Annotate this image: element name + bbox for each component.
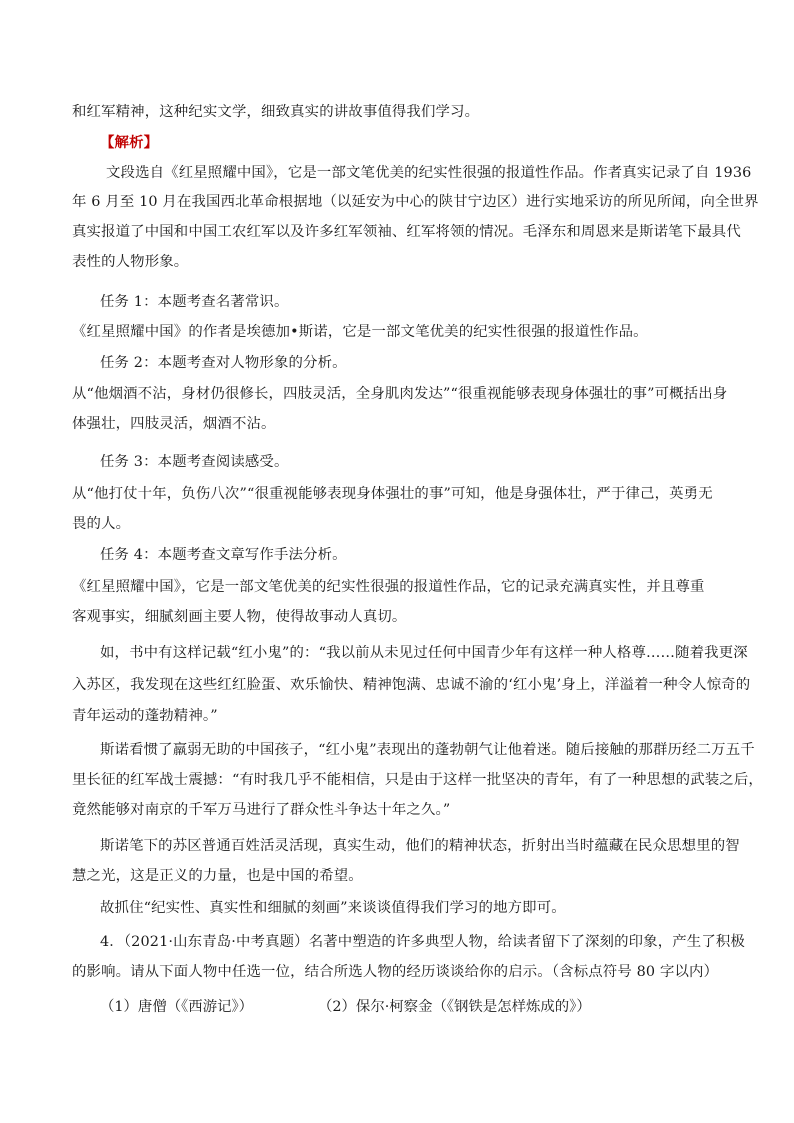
text-line: 和红军精神，这种纪实文学，细致真实的讲故事值得我们学习。 — [72, 104, 480, 120]
text-line: 《红星照耀中国》，它是一部文笔优美的纪实性很强的报道性作品，它的记录充满真实性，并且尊重 — [72, 579, 705, 595]
text-line: 斯诺笔下的苏区普通百姓活灵活现，真实生动，他们的精神状态，折射出当时蕴藏在民众思想里的智 — [100, 838, 740, 854]
text-line: 如，书中有这样记载“红小鬼”的：“我以前从未见过任何中国青少年有这样一种人格尊……随着我更深 — [100, 645, 748, 661]
text-line: 青年运动的蓬勃精神。” — [72, 708, 218, 724]
text-line: 文段选自《红星照耀中国》，它是一部文笔优美的纪实性很强的报道性作品。作者真实记录了自 1936 — [106, 165, 752, 181]
question-4-text: 4．（2021·山东青岛·中考真题）名著中塑造的许多典型人物，给读者留下了深刻的印象，产生了积极 — [100, 934, 745, 950]
text-line: 《红星照耀中国》的作者是埃德加•斯诺，它是一部文笔优美的纪实性很强的报道性作品。 — [72, 324, 648, 340]
task3-heading: 任务 3：本题考查阅读感受。 — [100, 454, 289, 470]
task1-heading: 任务 1：本题考查名著常识。 — [100, 294, 289, 310]
option-1: （1）唐僧（《西游记》） — [100, 999, 254, 1015]
analysis-label: 【解析】 — [100, 134, 159, 151]
text-line: 表性的人物形象。 — [72, 254, 189, 270]
question-4-text: 的影响。请从下面人物中任选一位，结合所选人物的经历谈谈给你的启示。（含标点符号 80 字以内） — [72, 964, 719, 980]
text-line: 从“他烟酒不沾，身材仍很修长，四肢灵活，全身肌肉发达”“很重视能够表现身体强壮的事”可概括出身 — [72, 386, 728, 402]
text-line: 从“他打仗十年，负伤八次”“很重视能够表现身体强壮的事”可知，他是身强体壮，严于律己，英勇无 — [72, 486, 713, 502]
text-line: 里长征的红军战士震撼：“有时我几乎不能相信，只是由于这样一批坚决的青年，有了一种思想的武装之后， — [72, 772, 763, 788]
text-line: 客观事实，细腻刻画主要人物，使得故事动人真切。 — [72, 609, 407, 625]
text-line: 斯诺看惯了羸弱无助的中国孩子，“红小鬼”表现出的蓬勃朝气让他着迷。随后接触的那群历经二万五千 — [100, 742, 755, 758]
text-line: 畏的人。 — [72, 516, 131, 532]
text-line: 慧之光，这是正义的力量，也是中国的希望。 — [72, 868, 363, 884]
text-line: 入苏区，我发现在这些红红脸蛋、欢乐愉快、精神饱满、忠诚不渝的‘红小鬼’身上，洋溢着一种令人惊奇的 — [72, 677, 751, 693]
text-line: 竟然能够对南京的千军万马进行了群众性斗争达十年之久。” — [72, 802, 451, 818]
text-line: 年 6 月至 10 月在我国西北革命根据地（以延安为中心的陕甘宁边区）进行实地采访的所见所闻，向全世界 — [72, 194, 759, 210]
text-line: 故抓住“纪实性、真实性和细腻的刻画”来谈谈值得我们学习的地方即可。 — [100, 900, 566, 916]
text-line: 真实报道了中国和中国工农红军以及许多红军领袖、红军将领的情况。毛泽东和周恩来是斯诺笔下最具代 — [72, 224, 741, 240]
task4-heading: 任务 4：本题考查文章写作手法分析。 — [100, 547, 347, 563]
text-line: 体强壮，四肢灵活，烟酒不沾。 — [72, 416, 276, 432]
task2-heading: 任务 2：本题考查对人物形象的分析。 — [100, 355, 347, 371]
option-2: （2）保尔·柯察金（《钢铁是怎样炼成的》） — [318, 999, 591, 1015]
